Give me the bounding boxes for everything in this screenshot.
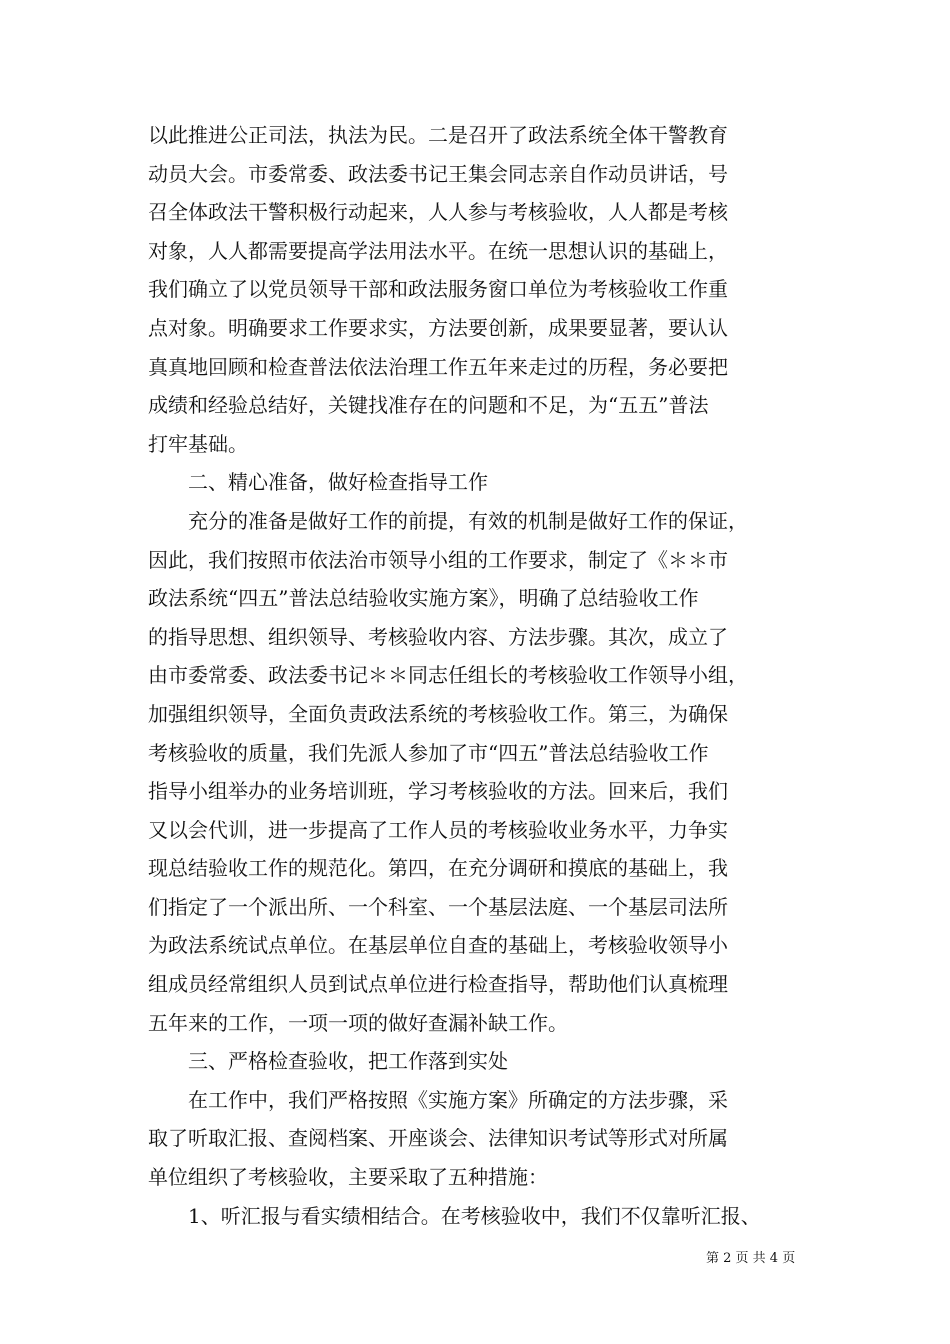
- text-line: 们指定了一个派出所、一个科室、一个基层法庭、一个基层司法所: [148, 894, 728, 919]
- text-line: 成绩和经验总结好，关键找准存在的问题和不足，为“五五”普法: [148, 393, 709, 418]
- list-item-line: 1、听汇报与看实绩相结合。在考核验收中，我们不仅靠听汇报、: [188, 1203, 761, 1228]
- paragraph-first-line: 充分的准备是做好工作的前提，有效的机制是做好工作的保证，: [188, 508, 748, 533]
- text-line: 由市委常委、政法委书记＊＊同志任组长的考核验收工作领导小组，: [148, 663, 748, 688]
- text-line: 的指导思想、组织领导、考核验收内容、方法步骤。其次，成立了: [148, 624, 728, 649]
- text-line: 为政法系统试点单位。在基层单位自查的基础上，考核验收领导小: [148, 933, 728, 958]
- text-line: 加强组织领导，全面负责政法系统的考核验收工作。第三，为确保: [148, 701, 728, 726]
- text-line: 又以会代训，进一步提高了工作人员的考核验收业务水平，力争实: [148, 817, 728, 842]
- text-line: 现总结验收工作的规范化。第四，在充分调研和摸底的基础上，我: [148, 856, 728, 881]
- text-line: 真真地回顾和检查普法依法治理工作五年来走过的历程，务必要把: [148, 354, 728, 379]
- text-line: 打牢基础。: [148, 431, 248, 456]
- text-line: 五年来的工作，一项一项的做好查漏补缺工作。: [148, 1010, 568, 1035]
- text-line: 指导小组举办的业务培训班，学习考核验收的方法。回来后，我们: [148, 779, 728, 804]
- text-line: 点对象。明确要求工作要求实，方法要创新，成果要显著，要认认: [148, 315, 728, 340]
- text-line: 以此推进公正司法，执法为民。二是召开了政法系统全体干警教育: [148, 123, 728, 147]
- text-line: 组成员经常组织人员到试点单位进行检查指导，帮助他们认真梳理: [148, 972, 728, 997]
- page-number-footer: 第 2 页 共 4 页: [706, 1251, 796, 1266]
- text-line: 单位组织了考核验收，主要采取了五种措施：: [148, 1165, 548, 1190]
- text-line: 召全体政法干警积极行动起来，人人参与考核验收，人人都是考核: [148, 200, 728, 225]
- text-line: 我们确立了以党员领导干部和政法服务窗口单位为考核验收工作重: [148, 277, 728, 302]
- body-text: [148, 116, 824, 1235]
- text-line: 取了听取汇报、查阅档案、开座谈会、法律知识考试等形式对所属: [148, 1126, 728, 1151]
- text-line: 对象，人人都需要提高学法用法水平。在统一思想认识的基础上，: [148, 238, 728, 263]
- section-heading: 三、严格检查验收，把工作落到实处: [188, 1049, 508, 1074]
- section-heading: 二、精心准备，做好检查指导工作: [188, 470, 488, 495]
- paragraph-first-line: 在工作中，我们严格按照《实施方案》所确定的方法步骤，采: [188, 1087, 728, 1112]
- text-line: 考核验收的质量，我们先派人参加了市“四五”普法总结验收工作: [148, 740, 709, 765]
- text-line: 动员大会。市委常委、政法委书记王集会同志亲自作动员讲话，号: [148, 161, 728, 186]
- text-line: 因此，我们按照市依法治市领导小组的工作要求，制定了《＊＊市: [148, 547, 728, 572]
- text-line: 政法系统“四五”普法总结验收实施方案》，明确了总结验收工作: [148, 586, 699, 611]
